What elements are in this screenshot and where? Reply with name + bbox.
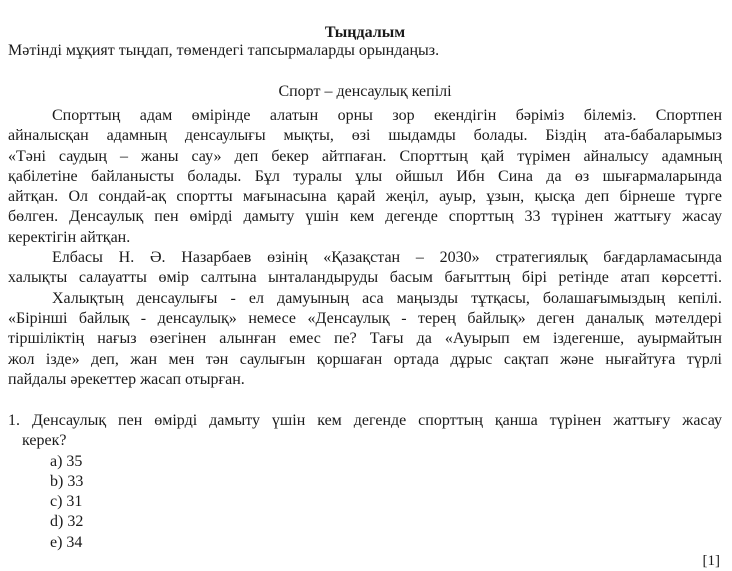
question-1 — [8, 411, 722, 553]
text-line: керектігін айтқан. — [8, 228, 131, 246]
text-line: айналысқан адамның денсаулығы мықты, өзі шыдамды болады. Біздің ата-бабаларымыз — [8, 127, 722, 145]
marks-label: [1] — [702, 553, 720, 569]
text-line: «Тәні саудың – жаны сау» деп бекер айтпаған. Спорттың қай түрімен айналысу адамның — [8, 147, 722, 165]
option-c: c) 31 — [50, 493, 83, 511]
option-d: d) 32 — [50, 513, 84, 531]
question-text: 1. Денсаулық пен өмірді дамыту үшін кем дегенде спорттың қанша түрінен жаттығу жасау — [8, 412, 722, 429]
paragraph-2 — [8, 248, 722, 289]
text-line: Халықтың денсаулығы - ел дамуының аса маңызды тұтқасы, болашағымыздың кепілі. — [52, 289, 722, 307]
paragraph-3 — [8, 289, 722, 390]
text-line: халықты салауатты өмір салтына ынталандыруды басым бағыттың бірі ретінде атап көрсетті. — [8, 269, 722, 287]
paragraph-1 — [8, 106, 722, 248]
text-line: «Бірінші байлық - денсаулық» немесе «Денсаулық - терең байлық» деген даналық мәтелдері — [8, 309, 722, 327]
text-line: тіршіліктің нағыз өзегінен алынған емес пе? Тағы да «Ауырып ем іздегенше, ауырмайтын — [8, 330, 722, 348]
question-text-cont: керек? — [22, 432, 67, 450]
option-e: e) 34 — [50, 533, 83, 551]
reading-text — [8, 106, 722, 390]
section-title: Тыңдалым — [324, 24, 406, 41]
text-title: Спорт – денсаулық кепілі — [278, 83, 452, 100]
text-line: жол ізде» деп, жан мен тән саулығын қоршаған ортада дұрыс сақтап және нығайтуға түрлі — [8, 350, 722, 368]
option-b: b) 33 — [50, 472, 84, 490]
instruction: Мәтінді мұқият тыңдап, төмендегі тапсырмаларды орындаңыз. — [8, 42, 440, 59]
text-line: Елбасы Н. Ә. Назарбаев өзінің «Қазақстан – 2030» стратегиялық бағдарламасында — [52, 249, 722, 267]
text-line: бөлген. Денсаулық пен өмірді дамыту үшін кем дегенде спорттың 33 түрінен жаттығу жасау — [8, 208, 722, 226]
option-a: a) 35 — [50, 452, 83, 470]
text-line: айтқан. Ол сондай-ақ спортты мағынасына қарай жеңіл, ауыр, ұзын, қысқа деп бірнеше түрге — [8, 188, 722, 206]
text-line: пайдалы әрекеттер жасап отырған. — [8, 370, 245, 388]
text-line: Спорттың адам өмірінде алатын орны зор екендігін бәріміз білеміз. Спортпен — [52, 107, 722, 124]
text-line: қабілетіне байланысты болады. Бұл туралы ұлы ойшыл Ибн Сина да өз шығармаларында — [8, 167, 722, 185]
